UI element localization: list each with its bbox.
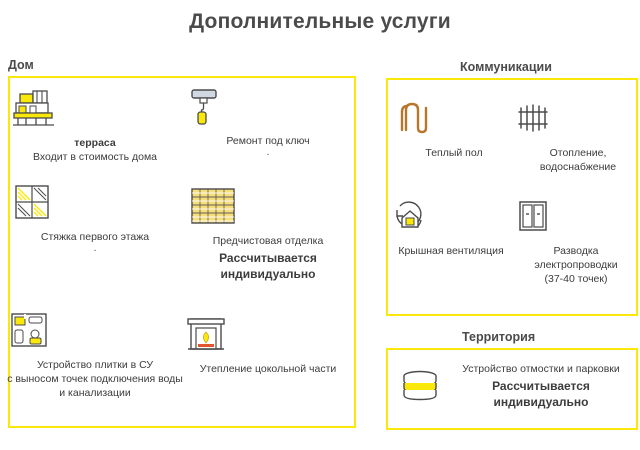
service-name: Разводка электропроводки [534, 245, 618, 271]
service-item-remont [184, 86, 352, 158]
service-note: (37-40 точек) [544, 273, 608, 285]
service-note: . [93, 243, 97, 254]
service-item-teplyi-pol [394, 98, 514, 160]
service-name: Крышная вентиляция [398, 245, 504, 257]
service-name: Предчистовая отделка [212, 235, 324, 247]
bathroom-plan-icon [6, 310, 184, 352]
service-name: Теплый пол [425, 147, 483, 159]
service-note: с выносом точек подключения воды и канализации [7, 373, 183, 399]
service-item-otoplenie [512, 98, 640, 174]
service-name: Утепление цокольной части [199, 363, 337, 375]
service-name: Стяжка первого этажа [40, 231, 150, 243]
wicker-texture-icon [184, 186, 352, 228]
service-note: . [266, 147, 270, 158]
page-title: Дополнительные услуги [189, 10, 451, 33]
service-name: Устройство отмостки и парковки [462, 363, 620, 375]
fireplace-icon [184, 314, 352, 356]
service-item-plitka [6, 310, 184, 400]
service-item-terrasa [10, 88, 180, 164]
terrace-icon [10, 88, 180, 130]
section-heading-dom: Дом [8, 58, 34, 72]
service-name: Ремонт под ключ [226, 135, 310, 147]
roof-ventilation-icon [388, 196, 514, 238]
service-item-styazhka [10, 182, 180, 254]
service-price: Рассчитывается индивидуально [492, 379, 590, 409]
service-name: Отопление, водоснабжение [539, 147, 617, 173]
paint-roller-icon [184, 86, 352, 128]
service-note: Входит в стоимость дома [32, 151, 158, 163]
service-price: Рассчитывается индивидуально [219, 251, 317, 281]
section-heading-territoriya: Территория [462, 330, 536, 344]
paving-layers-icon [398, 367, 442, 405]
electric-socket-icon [512, 196, 640, 238]
radiator-icon [512, 98, 640, 140]
floor-screed-icon [10, 182, 180, 224]
service-item-uteplenie [184, 314, 352, 376]
underfloor-heating-icon [394, 98, 514, 140]
section-heading-kommunikacii: Коммуникации [460, 60, 552, 74]
service-name: Устройство плитки в СУ [36, 359, 154, 371]
service-name: терраса [74, 137, 116, 149]
service-item-provodka [512, 196, 640, 286]
service-item-ventilyaciya [388, 196, 514, 258]
service-item-otdelka [184, 186, 352, 282]
service-item-otmostka [398, 362, 630, 410]
